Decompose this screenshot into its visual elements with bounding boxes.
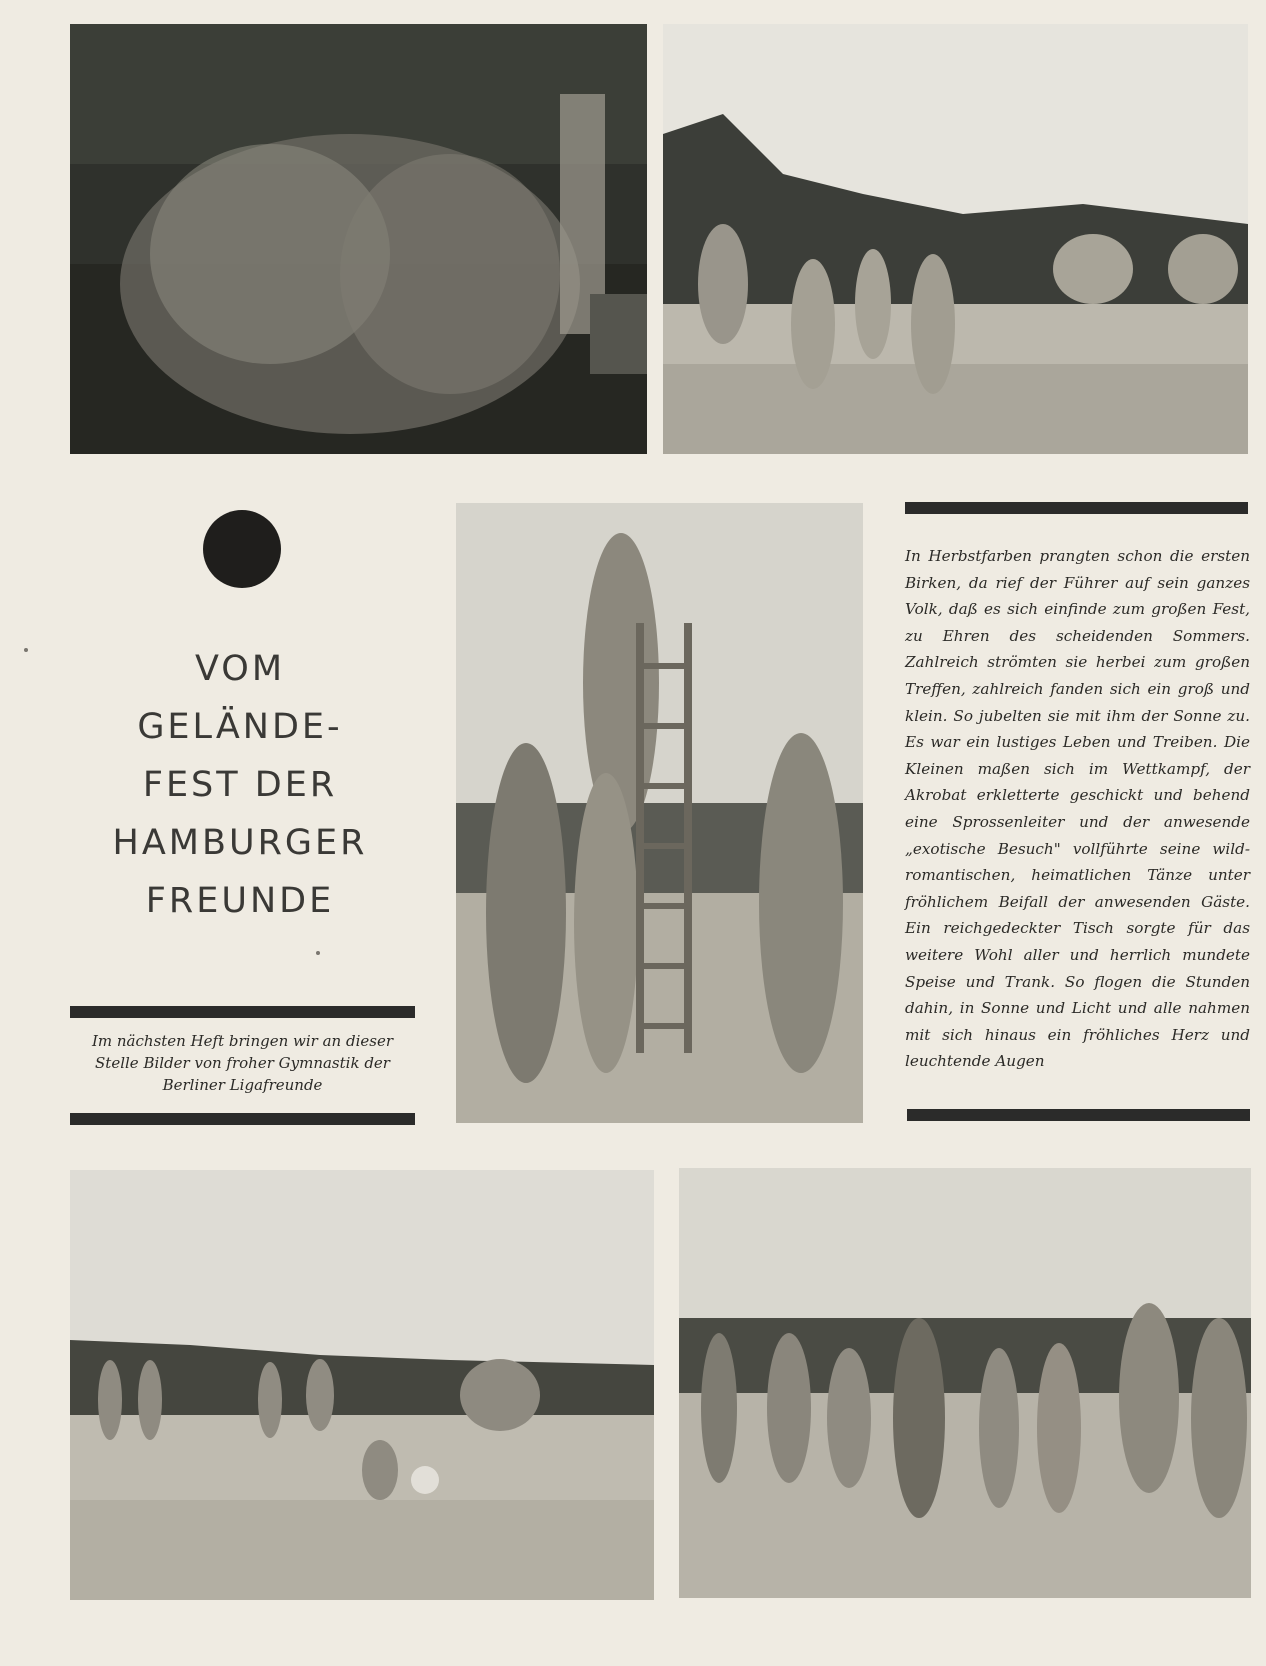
title-line-2: GELÄNDE- (137, 707, 343, 747)
photo-ball-play (70, 1170, 654, 1600)
text-rule-bottom (907, 1109, 1250, 1121)
title-line-4: HAMBURGER (112, 823, 368, 863)
next-issue-caption: Im nächsten Heft bringen wir an dieser Stelle Bilder von froher Gymnastik der Berliner Ligafreunde (91, 1032, 394, 1094)
photo-ladder-acrobat (456, 503, 863, 1123)
photo-group-raised-arms (70, 24, 647, 454)
article-body: In Herbstfarben prangten schon die ersten Birken, da rief der Führer auf sein ganzes Volk, daß es sich einfinde zum großen Fest, zu Ehren des scheidenden Sommers. Zahlreich strömten sie herbei zum großen Treffen, zahlreich fanden sich ein groß und klein. So jubelten sie mit ihm der Sonne zu. Es war ein lustiges Leben und Treiben. Die Kleinen maßen sich im Wettkampf, der Akrobat erkletterte geschickt und behend eine Sprossenleiter und der anwesende „exotische Besuch" vollführte seine wild-romantischen, heimatlichen Tänze unter fröhlichem Beifall der anwesenden Gäste. Ein reichgedeckter Tisch sorgte für das weitere Wohl aller und herrlich mundete Speise und Trank. So flogen die Stunden dahin, in Sonne und Licht und alle nahmen mit sich hinaus ein fröhliches Herz und leuchtende Augen (905, 547, 1250, 1071)
title-line-5: FREUNDE (145, 881, 335, 921)
text-rule-top (905, 502, 1248, 514)
photo-ring-dance (679, 1168, 1251, 1598)
caption-rule-bottom (70, 1113, 415, 1125)
paper-speck (316, 951, 320, 955)
photo-running-field (663, 24, 1248, 454)
caption-rule-top (70, 1006, 415, 1018)
article-title (60, 640, 420, 930)
circle-ornament (203, 510, 281, 588)
paper-speck (24, 648, 28, 652)
title-line-1: VOM (194, 649, 286, 689)
title-line-3: FEST DER (142, 765, 338, 805)
